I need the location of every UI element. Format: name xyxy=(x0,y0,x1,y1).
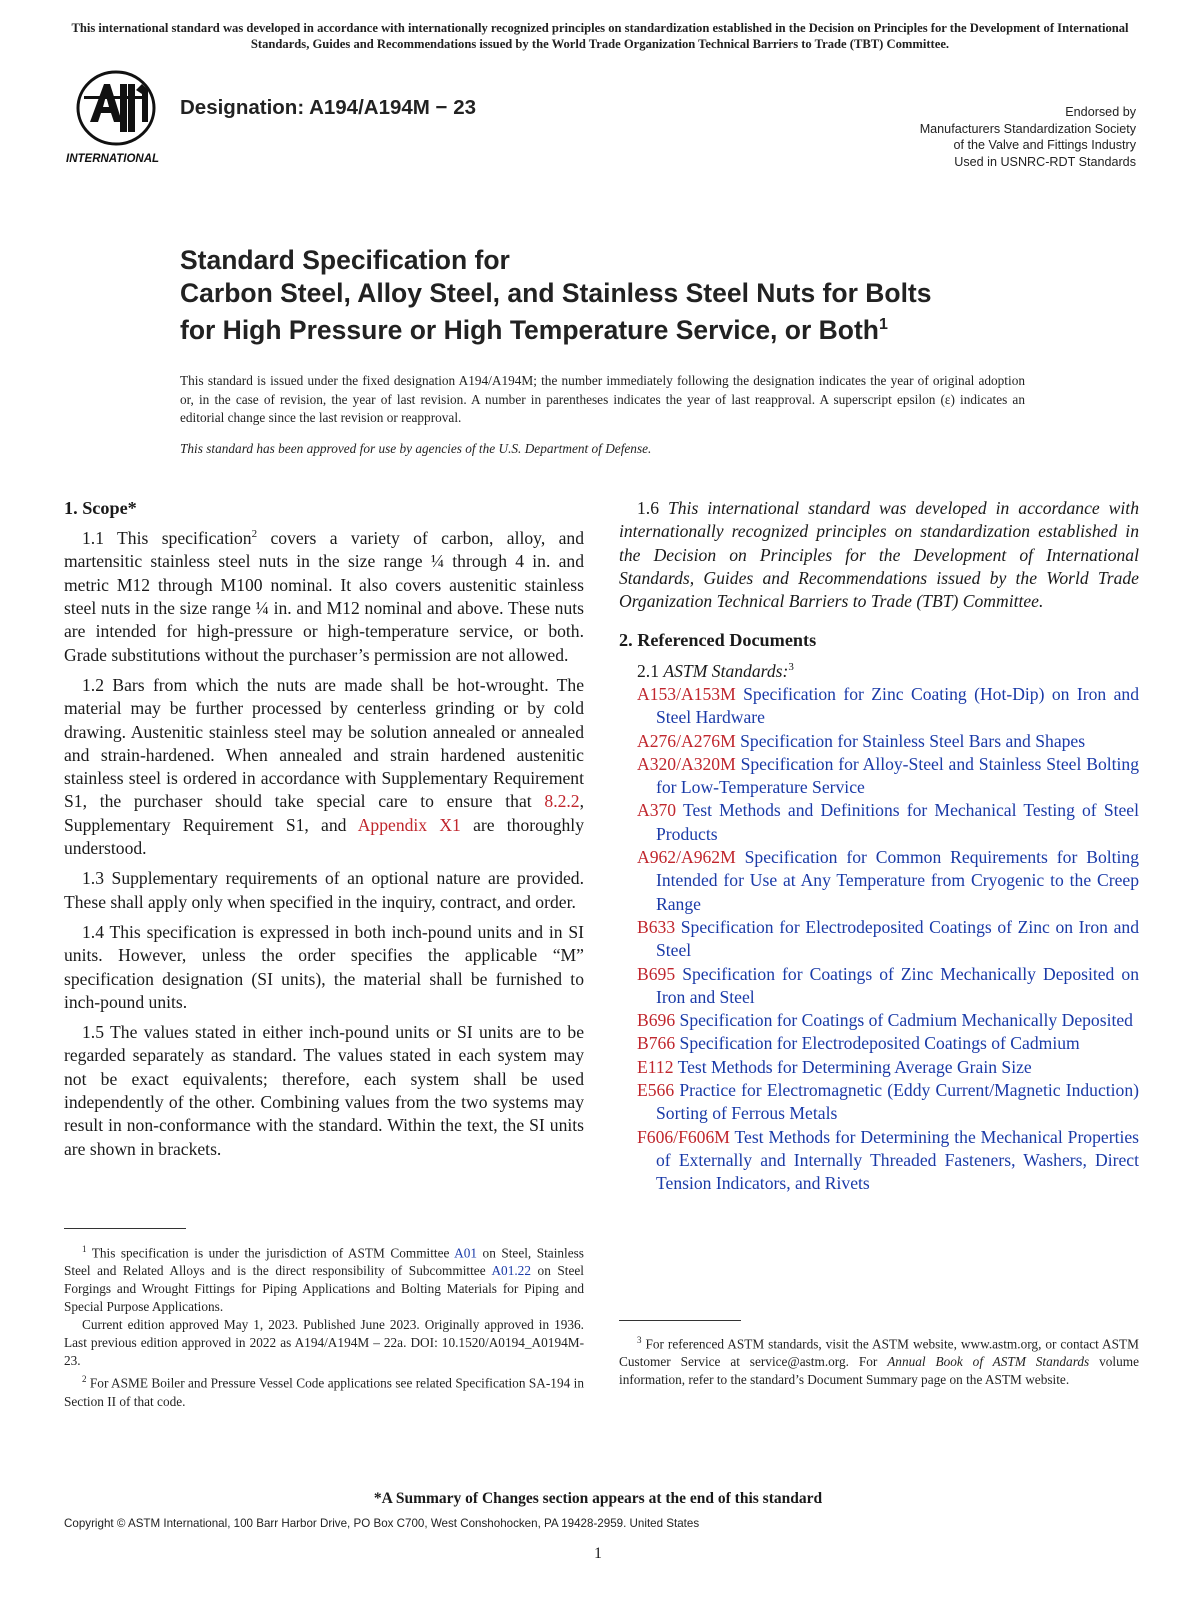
title-line: Standard Specification for xyxy=(180,245,510,275)
logo-text: INTERNATIONAL xyxy=(66,153,160,165)
reference-code[interactable]: A962/A962M xyxy=(637,847,736,868)
reference-code[interactable]: B696 xyxy=(637,1010,676,1031)
issue-note: This standard is issued under the fixed designation A194/A194M; the number immediately following the designation indicates the year of original adoption or, in the case of revision, the year of last revision. A number in parentheses indicates the year of last reapproval. A superscript epsilon (ε) indicates an editorial change since the last revision or reapproval. xyxy=(180,373,1025,425)
reference-item[interactable] xyxy=(637,730,1139,753)
text: This specification is under the jurisdiction of ASTM Committee xyxy=(86,1245,455,1261)
reference-title[interactable]: Specification for Alloy-Steel and Stainless Steel Bolting for Low-Temperature Service xyxy=(656,753,1139,798)
text: ASTM Standards: xyxy=(663,660,789,681)
reference-code[interactable]: F606/F606M xyxy=(637,1126,730,1147)
text: 2.1 xyxy=(637,660,664,681)
footnote-marker: 2 xyxy=(251,528,258,541)
reference-list xyxy=(619,683,1139,1196)
footnote-2 xyxy=(64,1370,584,1410)
reference-item[interactable] xyxy=(637,1009,1139,1032)
footnote-marker: 1 xyxy=(82,1244,87,1254)
section-heading-scope: 1. Scope* xyxy=(64,498,137,518)
title-line xyxy=(180,309,1080,346)
text: are thoroughly understood. xyxy=(64,814,584,859)
right-column xyxy=(619,497,1139,1195)
section-heading-referenced-documents: 2. Referenced Documents xyxy=(619,630,817,651)
subsection-astm-standards xyxy=(619,656,1139,683)
astm-logo xyxy=(64,70,168,166)
endorsement-block xyxy=(920,104,1136,170)
reference-item[interactable] xyxy=(637,846,1139,916)
top-notice: This international standard was developed in accordance with internationally recognized principles on standardization established in the Decision on Principles for the Development of International Standards, Guides and Recommendations issued by the World Trade Organization Technical Barriers to Trade (TBT) Committee. xyxy=(71,21,1129,51)
reference-title[interactable]: Specification for Coatings of Cadmium Mechanically Deposited xyxy=(675,1010,1133,1031)
paragraph-1-2 xyxy=(64,674,584,860)
endorsed-line: Endorsed by xyxy=(1065,105,1136,119)
paragraph-1-5: 1.5 The values stated in either inch-pound units or SI units are to be regarded separately as standard. The values stated in each system may not be exact equivalents; therefore, each system shall be used independently of the other. Combining values from the two systems may result in non-conformance with the standard. Within the text, the SI units are shown in brackets. xyxy=(64,1022,584,1159)
reference-item[interactable] xyxy=(637,1032,1139,1055)
left-column xyxy=(64,497,584,1168)
reference-title[interactable]: Specification for Coatings of Zinc Mechanically Deposited on Iron and Steel xyxy=(656,963,1139,1007)
subcommittee-link[interactable]: A01.22 xyxy=(491,1263,531,1279)
footnote-1 xyxy=(64,1240,584,1316)
endorsed-line: of the Valve and Fittings Industry xyxy=(953,138,1136,152)
reference-item[interactable] xyxy=(637,1126,1139,1196)
reference-code[interactable]: A370 xyxy=(637,800,677,821)
paragraph-1-3: 1.3 Supplementary requirements of an optional nature are provided. These shall apply only when specified in the inquiry, contract, and order. xyxy=(64,868,584,912)
footnote-divider xyxy=(619,1320,741,1321)
reference-title[interactable]: Specification for Stainless Steel Bars and Shapes xyxy=(735,730,1086,751)
text: 1.6 xyxy=(637,498,668,518)
summary-of-changes-note: *A Summary of Changes section appears at the end of this standard xyxy=(373,1490,823,1507)
paragraph-1-1 xyxy=(64,523,584,667)
endorsed-line: Used in USNRC-RDT Standards xyxy=(954,154,1136,169)
appendix-link[interactable]: Appendix X1 xyxy=(357,814,461,835)
dod-approval-note: This standard has been approved for use by agencies of the U.S. Department of Defense. xyxy=(180,441,652,456)
reference-code[interactable]: B695 xyxy=(637,963,676,984)
footnote-3 xyxy=(619,1331,1139,1389)
text: , Supplementary Requirement S1, and xyxy=(64,791,584,835)
reference-item[interactable] xyxy=(637,963,1139,1010)
committee-link[interactable]: A01 xyxy=(454,1245,478,1261)
reference-title[interactable]: Specification for Common Requirements for Bolting Intended for Use at Any Temperature from Cryogenic to the Creep Range xyxy=(656,847,1139,914)
footnote-marker: 3 xyxy=(788,660,794,673)
reference-item[interactable] xyxy=(637,683,1139,730)
text: For ASME Boiler and Pressure Vessel Code applications see related Specification SA-194 in Section II of that code. xyxy=(64,1375,584,1409)
text: 1.2 Bars from which the nuts are made shall be hot-wrought. The material may be further processed by centerless grinding or by cold drawing. Austenitic stainless steel may be solution annealed or annealed and strain-hardened. When annealed and strain hardened austenitic stainless steel is ordered in accordance with Supplementary Requirement S1, the purchaser should take special care to ensure that xyxy=(64,674,584,812)
reference-code[interactable]: E112 xyxy=(637,1056,674,1077)
footnote-marker: 1 xyxy=(878,316,888,333)
section-link[interactable]: 8.2.2 xyxy=(544,791,580,812)
paragraph-1-6 xyxy=(619,497,1139,613)
reference-title[interactable]: Specification for Zinc Coating (Hot-Dip) on Iron and Steel Hardware xyxy=(656,683,1139,728)
footnote-marker: 2 xyxy=(82,1374,87,1385)
copyright-line: Copyright © ASTM International, 100 Barr Harbor Drive, PO Box C700, West Conshohocken, PA 19428-2959. United States xyxy=(64,1517,700,1530)
text: For referenced ASTM standards, visit the ASTM website, www.astm.org, or contact ASTM Customer Service at service@astm.org. For xyxy=(619,1336,1139,1370)
reference-code[interactable]: A153/A153M xyxy=(637,683,736,704)
text: on Steel, Stainless Steel and Related Alloys and is the direct responsibility of Subcommittee xyxy=(64,1245,584,1279)
reference-item[interactable] xyxy=(637,1056,1139,1079)
reference-title[interactable]: Test Methods for Determining the Mechanical Properties of Externally and Internally Threaded Fasteners, Washers, Direct Tension Indicators, and Rivets xyxy=(656,1126,1139,1194)
reference-code[interactable]: E566 xyxy=(637,1079,675,1100)
text: volume information, refer to the standard’s Document Summary page on the ASTM website. xyxy=(619,1354,1139,1388)
footnotes-right xyxy=(619,1331,1139,1389)
page-number: 1 xyxy=(594,1545,602,1562)
reference-title[interactable]: Practice for Electromagnetic (Eddy Current/Magnetic Induction) Sorting of Ferrous Metals xyxy=(656,1079,1139,1124)
designation: Designation: A194/A194M − 23 xyxy=(180,96,477,119)
reference-code[interactable]: A276/A276M xyxy=(637,730,736,751)
reference-title[interactable]: Test Methods and Definitions for Mechanical Testing of Steel Products xyxy=(656,800,1139,844)
footnotes-left xyxy=(64,1240,584,1411)
title-text: for High Pressure or High Temperature Service, or Both xyxy=(180,314,879,345)
text: 1.1 This specification xyxy=(82,528,252,549)
paragraph-1-4: 1.4 This specification is expressed in both inch-pound units and in SI units. However, unless the order specifies the applicable “M” specification designation (SI units), the material shall be furnished to inch-pound units. xyxy=(64,921,584,1012)
footnote-marker: 3 xyxy=(637,1335,642,1345)
endorsed-line: Manufacturers Standardization Society xyxy=(919,121,1136,136)
reference-item[interactable] xyxy=(637,799,1139,846)
reference-code[interactable]: B766 xyxy=(637,1033,676,1054)
footnote-1-edition: Current edition approved May 1, 2023. Published June 2023. Originally approved in 1936. Last previous edition approved in 2022 as A194/A194M – 22a. DOI: 10.1520/A0194_A0194M-23. xyxy=(64,1317,584,1369)
text: Annual Book of ASTM Standards xyxy=(887,1354,1090,1370)
reference-title[interactable]: Specification for Electrodeposited Coatings of Cadmium xyxy=(675,1033,1080,1054)
reference-code[interactable]: B633 xyxy=(637,916,676,937)
reference-title[interactable]: Test Methods for Determining Average Grain Size xyxy=(673,1056,1032,1077)
reference-title[interactable]: Specification for Electrodeposited Coatings of Zinc on Iron and Steel xyxy=(656,916,1139,961)
reference-item[interactable] xyxy=(637,916,1139,963)
text: on Steel Forgings and Wrought Fittings for Piping Applications and Bolting Materials for Piping and Special Purpose Applications. xyxy=(64,1263,584,1315)
title-line: Carbon Steel, Alloy Steel, and Stainless Steel Nuts for Bolts xyxy=(180,277,932,308)
document-title xyxy=(180,244,1080,346)
footnote-divider xyxy=(64,1228,186,1229)
reference-code[interactable]: A320/A320M xyxy=(637,753,736,774)
text: covers a variety of carbon, alloy, and martensitic stainless steel nuts in the size range ¼ through 4 in. and metric M12 through M100 nominal. It also covers austenitic stainless steel nuts in the size range ¼ in. and M12 nominal and above. These nuts are intended for high-pressure or high-temperature service, or both. Grade substitutions without the purchaser’s permission are not allowed. xyxy=(64,528,584,665)
text: This international standard was developed in accordance with internationally recognized principles on standardization established in the Decision on Principles for the Development of International Standards, Guides and Recommendations issued by the World Trade Organization Technical Barriers to Trade (TBT) Committee. xyxy=(619,498,1139,612)
reference-item[interactable] xyxy=(637,1079,1139,1126)
reference-item[interactable] xyxy=(637,753,1139,800)
